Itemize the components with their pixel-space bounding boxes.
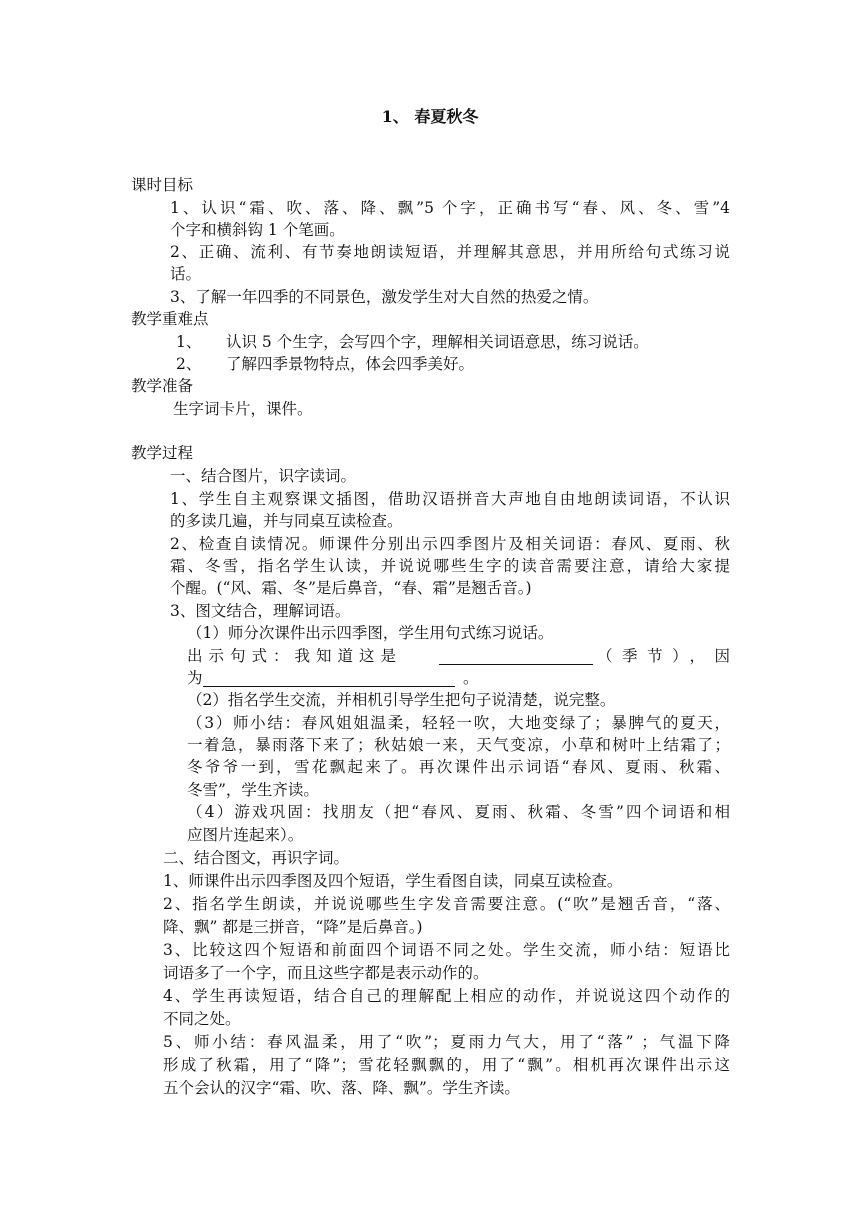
- season-blank: [439, 647, 593, 665]
- step-2-4-cont: 不同之处。: [163, 1010, 241, 1028]
- section-1-heading: 一、结合图片，识字读词。: [170, 467, 357, 485]
- step-2-1: 1、师课件出示四季图及四个短语，学生看图自读，同桌互读检查。: [163, 872, 623, 890]
- step-3: 3、图文结合，理解词语。: [170, 602, 351, 620]
- step-2-cont-1: 霜、冬雪，指名学生认读，并说说哪些生字的读音需要注意，请给大家提: [170, 557, 730, 575]
- goal-item-2-cont: 话。: [170, 265, 202, 283]
- step-2-5: 5、师小结：春风温柔，用了“吹”；夏雨力气大，用了“落” ；气温下降: [163, 1033, 730, 1051]
- sub-step-3-cont-3: 冬雪”，学生齐读。: [187, 781, 319, 799]
- step-2-2: 2、指名学生朗读，并说说哪些生字发音需要注意。(“吹”是翘舌音，“落、: [163, 895, 730, 913]
- step-2-5-cont-1: 形成了秋霜，用了“降”；雪花轻飘飘的，用了“飘”。相机再次课件出示这: [163, 1056, 730, 1074]
- keypoint-item-2: 2、 了解四季景物特点，体会四季美好。: [176, 355, 474, 373]
- sub-step-4: （4）游戏巩固：找朋友（把“春风、夏雨、秋霜、冬雪”四个词语和相: [187, 803, 730, 821]
- goals-heading: 课时目标: [131, 176, 194, 194]
- sub-step-3: （3）师小结：春风姐姐温柔，轻轻一吹，大地变绿了；暴脾气的夏天，: [187, 714, 730, 732]
- pattern-text-a: 出示句式：我知道这是: [187, 647, 403, 665]
- sub-step-3-cont-1: 一着急，暴雨落下来了；秋姑娘一来，天气变凉，小草和树叶上结霜了；: [187, 736, 730, 754]
- sub-step-4-cont: 应图片连起来）。: [187, 826, 304, 844]
- sentence-pattern-cont: [187, 667, 730, 689]
- pattern-text-c: 为: [187, 669, 203, 687]
- step-2-4: 4、学生再读短语，结合自己的理解配上相应的动作，并说说这四个动作的: [163, 987, 730, 1005]
- pattern-text-d: 。: [463, 669, 479, 687]
- step-2-3-cont: 词语多了一个字，而且这些字都是表示动作的。: [163, 964, 489, 982]
- goal-item-3: 3、了解一年四季的不同景色，激发学生对大自然的热爱之情。: [170, 288, 599, 306]
- prep-text: 生字词卡片，课件。: [173, 400, 313, 418]
- sub-step-2: （2）指名学生交流，并相机引导学生把句子说清楚，说完整。: [187, 691, 616, 709]
- step-2-cont-2: 个醒。(“风、霜、冬”是后鼻音，“春、霜”是翘舌音。): [170, 579, 532, 597]
- process-heading: 教学过程: [131, 444, 194, 462]
- step-1-cont: 的多读几遍，并与同桌互读检查。: [170, 512, 403, 530]
- step-2-5-cont-2: 五个会认的汉字“霜、吹、落、降、飘”。学生齐读。: [163, 1079, 520, 1097]
- step-2-2-cont: 降、飘” 都是三拼音，“降”是后鼻音。): [163, 918, 423, 936]
- keypoints-heading: 教学重难点: [131, 310, 209, 328]
- step-1: 1、学生自主观察课文插图，借助汉语拼音大声地自由地朗读词语，不认识: [170, 490, 730, 508]
- step-2: 2、检查自读情况。师课件分别出示四季图片及相关词语：春风、夏雨、秋: [170, 535, 730, 553]
- step-2-3: 3、比较这四个短语和前面四个词语不同之处。学生交流，师小结：短语比: [163, 941, 730, 959]
- reason-blank: [203, 669, 455, 687]
- prep-heading: 教学准备: [131, 377, 194, 395]
- sub-step-1: （1）师分次课件出示四季图，学生用句式练习说话。: [187, 624, 554, 642]
- section-2-heading: 二、结合图文，再识字词。: [163, 849, 350, 867]
- pattern-text-b: （季节），因: [597, 647, 730, 665]
- goal-item-1: 1、认识“霜、吹、落、降、飘”5 个字，正确书写“春、风、冬、雪”4: [170, 199, 730, 217]
- sub-step-3-cont-2: 冬爷爷一到，雪花飘起来了。再次课件出示词语“春风、夏雨、秋霜、: [187, 758, 730, 776]
- goal-item-1-cont: 个字和横斜钩 1 个笔画。: [170, 221, 345, 239]
- keypoint-item-1: 1、 认识 5 个生字，会写四个字，理解相关词语意思，练习说话。: [176, 333, 649, 351]
- sentence-pattern: [187, 645, 730, 667]
- goal-item-2: 2、正确、流利、有节奏地朗读短语，并理解其意思，并用所给句式练习说: [170, 243, 730, 261]
- page-title: 1、 春夏秋冬: [381, 107, 479, 126]
